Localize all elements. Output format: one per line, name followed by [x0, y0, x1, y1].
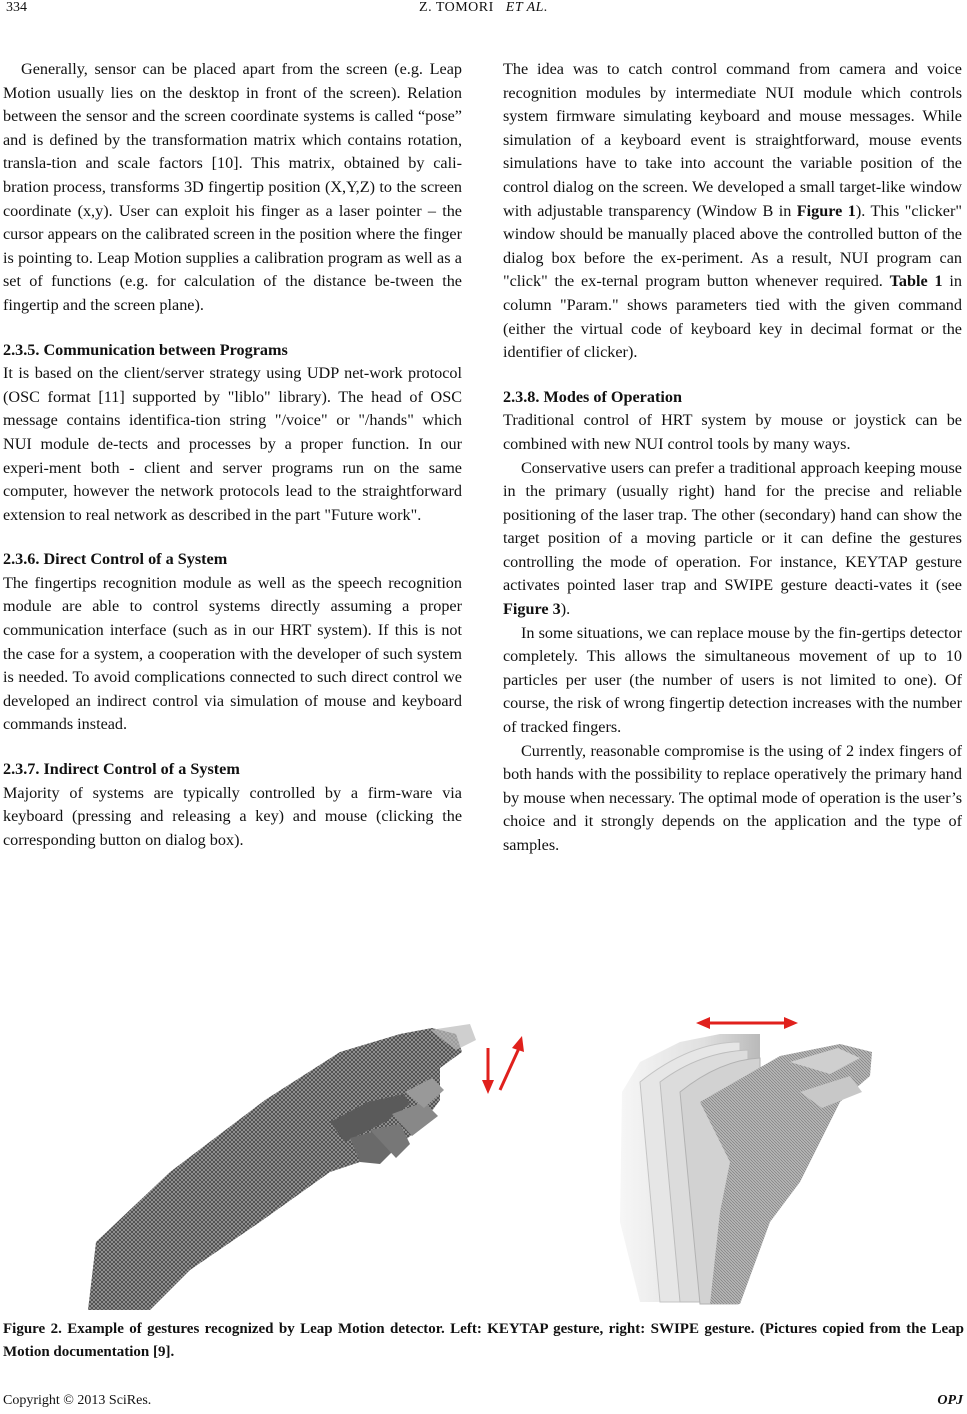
paragraph-pose: Generally, sensor can be placed apart from the screen (e.g. Leap Motion usually lies on the desktop in front of the screen). Relation between the sensor and the screen coordinate systems is called “pose” and is defined by the transformation matrix which contains rotation, transla-tion and scale factors [10]. This matrix, obtained by cali-bration process, transforms 3D fingertip position (X,Y,Z) to the screen coordinate (x,y). User can exploit his finger as a laser pointer – the cursor appears on the calibrated screen in the position where the finger is pointing to. Leap Motion supplies a calibration program as well as a set of functions (e.g. for calculation of the distance be-tween the fingertip and the screen plane). [3, 60, 462, 314]
keytap-arrows-icon [482, 1036, 524, 1094]
swipe-hand-icon [620, 1034, 872, 1304]
text-span: ). [560, 600, 571, 619]
running-head-etal: ET AL. [505, 0, 548, 15]
heading-2-3-8: 2.3.8. Modes of Operation [503, 387, 682, 406]
text-span: Conservative users can prefer a traditional approach keeping mouse in the primary (usually right) hand for the precise and reliable positioning of the laser trap. The other (secondary) hand can show the target position of a moving particle or it can define the gestures controlling the mode of operation. For instance, KEYTAP gesture activates pointed laser trap and SWIPE gesture deacti-vates it (see [503, 458, 962, 595]
swipe-arrow-icon [696, 1017, 798, 1029]
heading-2-3-5: 2.3.5. Communication between Programs [3, 340, 288, 359]
keytap-hand-icon [88, 1024, 476, 1310]
running-head-authors: Z. TOMORI [419, 0, 494, 15]
paragraph-replace-mouse: In some situations, we can replace mouse by the fin-gertips detector completely. This allows the simultaneous movement of up to 10 particles per user (the number of users is not limited to one). Of course, the risk of wrong fingertip detection increases with the number of tracked fingers. [503, 623, 962, 737]
paragraph-compromise: Currently, reasonable compromise is the using of 2 index fingers of both hands with the possibility to replace operatively the primary hand by mouse when necessary. The optimal mode of operation is the user’s choice and it strongly depends on the application and the type of samples. [503, 741, 962, 854]
text-span: The idea was to catch control command from camera and voice recognition modules by intermediate NUI module which controls system firmware simulating keyboard and mouse messages. While simulation of a keyboard event is straightforward, mouse events simulations have to take into account the variable position of the control dialog on the screen. We developed a small target-like window with adjustable transparency (Window B in [503, 60, 962, 220]
footer-journal: OPJ [937, 1393, 963, 1408]
heading-2-3-6: 2.3.6. Direct Control of a System [3, 550, 228, 569]
heading-2-3-7: 2.3.7. Indirect Control of a System [3, 760, 240, 779]
paragraph-clicker [503, 58, 962, 365]
figure-3-link[interactable]: Figure 3 [503, 600, 561, 619]
paragraph-direct-control: The fingertips recognition module as well as the speech recognition module are able to control systems directly assuming a proper communication interface (such as in our HRT system). If this is not the case for a system, a cooperation with the developer of such system is needed. To avoid complications connected to such direct control we developed an indirect control via simulation of mouse and keyboard commands instead. [3, 573, 462, 734]
paragraph-indirect-control: Majority of systems are typically controlled by a firm-ware via keyboard (pressing and releasing a key) and mouse (clicking the corresponding button on dialog box). [3, 783, 462, 849]
figure-2-caption: Figure 2. Example of gestures recognized by Leap Motion detector. Left: KEYTAP gesture, right: SWIPE gesture. (Pictures copied from the Leap Motion documentation [9]. [3, 1321, 964, 1360]
text-span: in column "Param." shows parameters tied with the given command (either the virtual code of keyboard key in decimal format or the identifier of clicker). [503, 272, 962, 362]
figure-2-illustration [0, 1012, 967, 1312]
paragraph-modes-intro: Traditional control of HRT system by mouse or joystick can be combined with new NUI control tools by many ways. [503, 411, 962, 453]
left-column [3, 58, 462, 852]
paragraph-conservative-users [503, 457, 962, 622]
paragraph-communication: It is based on the client/server strategy using UDP net-work protocol (OSC format [11] supported by "liblo" library). The head of OSC message contains identifica-tion string "/voice" or "/hands" which NUI module de-tects and processes by a proper function. In our experi-ment both - client and server programs run on the same computer, however the network protocols lead to the straightforward extension to real network as described in the part "Future work". [3, 364, 462, 524]
figure-1-link[interactable]: Figure 1 [796, 201, 856, 220]
figure-2 [0, 1012, 967, 1312]
running-head [0, 0, 967, 16]
right-column [503, 58, 962, 858]
text-span: ). This "clicker" window should be manually placed above the controlled button of the dialog box before the ex-periment. As a result, NUI program can "click" the ex-ternal program button whenever required. [503, 201, 962, 291]
table-1-link[interactable]: Table 1 [889, 272, 943, 291]
page-number: 334 [6, 0, 27, 15]
footer-copyright: Copyright © 2013 SciRes. [3, 1393, 152, 1408]
